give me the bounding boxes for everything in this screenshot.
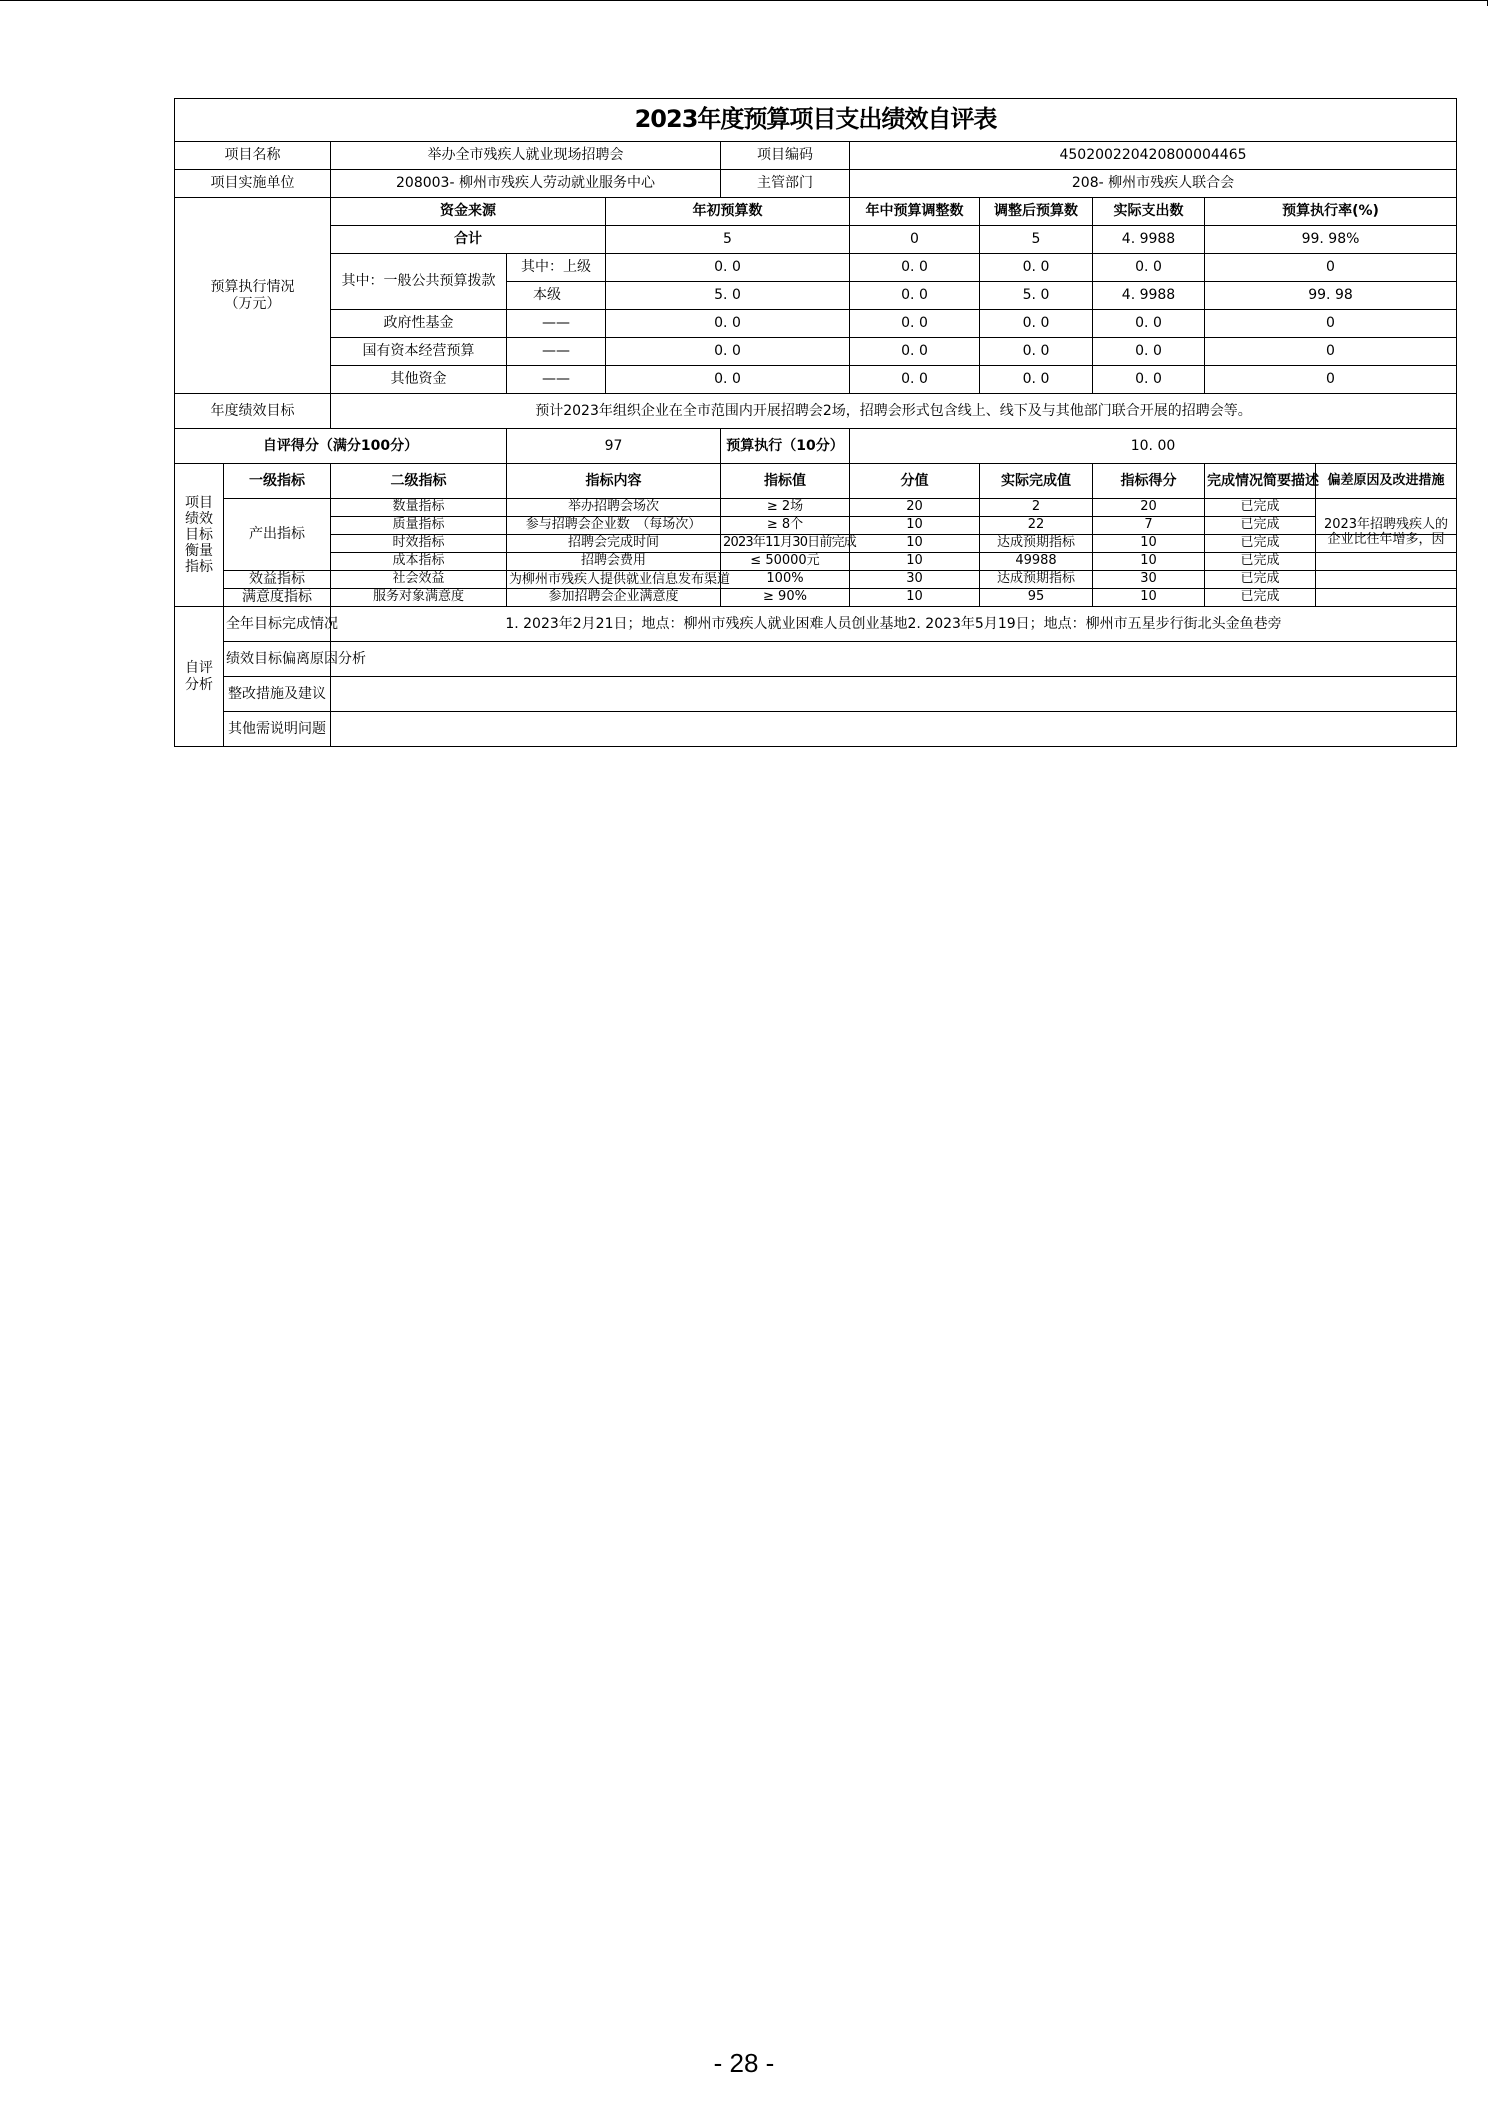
budget-total-adjust: 0: [850, 226, 980, 254]
table-row-weight: 10: [850, 589, 980, 607]
table-row-level2: 服务对象满意度: [331, 589, 507, 607]
table-title: 2023年度预算项目支出绩效自评表: [175, 99, 1457, 142]
table-row-reason-empty: [1316, 589, 1457, 607]
table-row-weight: 10: [850, 553, 980, 571]
project-name: 举办全市残疾人就业现场招聘会: [331, 142, 721, 170]
budget-header-rate: 预算执行率(%): [1205, 198, 1457, 226]
budget-local-rate: 99. 98: [1205, 282, 1457, 310]
budget-local-adjusted: 5. 0: [980, 282, 1093, 310]
budget-other-dash: ——: [507, 366, 606, 394]
table-row-level1: 满意度指标: [224, 589, 331, 607]
budget-upper-rate: 0: [1205, 254, 1457, 282]
ind-header-level1: 一级指标: [224, 464, 331, 499]
table-row-content: 招聘会完成时间: [507, 535, 721, 553]
budget-other-rate: 0: [1205, 366, 1457, 394]
table-row-target: ≥ 90%: [721, 589, 850, 607]
budget-local-label: 本级: [507, 282, 606, 310]
budget-other-adjust: 0. 0: [850, 366, 980, 394]
budget-statecap-label: 国有资本经营预算: [331, 338, 507, 366]
table-row-weight: 20: [850, 499, 980, 517]
table-row-actual: 2: [980, 499, 1093, 517]
budget-total-rate: 99. 98%: [1205, 226, 1457, 254]
table-row-content: 参与招聘会企业数 （每场次）: [507, 517, 721, 535]
table-row-weight: 10: [850, 535, 980, 553]
table-row-level2: 时效指标: [331, 535, 507, 553]
table-row-score: 7: [1093, 517, 1205, 535]
table-row-actual: 达成预期指标: [980, 571, 1093, 589]
dept-value: 208- 柳州市残疾人联合会: [850, 170, 1457, 198]
table-row-status: 已完成: [1205, 517, 1316, 535]
goal-label: 年度绩效目标: [175, 394, 331, 429]
top-border-line: [0, 0, 1488, 1]
budget-govfund-adjust: 0. 0: [850, 310, 980, 338]
table-row-actual: 95: [980, 589, 1093, 607]
table-row-content: 举办招聘会场次: [507, 499, 721, 517]
table-row-score: 20: [1093, 499, 1205, 517]
table-row-target: ≥ 2场: [721, 499, 850, 517]
budget-statecap-actual: 0. 0: [1093, 338, 1205, 366]
analysis-section-label: 自评 分析: [175, 607, 224, 747]
unit-label: 项目实施单位: [175, 170, 331, 198]
budget-other-actual: 0. 0: [1093, 366, 1205, 394]
project-code: 450200220420800004465: [850, 142, 1457, 170]
ind-output-label: 产出指标: [224, 499, 331, 571]
budget-total-actual: 4. 9988: [1093, 226, 1205, 254]
budget-statecap-rate: 0: [1205, 338, 1457, 366]
table-row-target: ≥ 8个: [721, 517, 850, 535]
goal-text: 预计2023年组织企业在全市范围内开展招聘会2场，招聘会形式包含线上、线下及与其他部门联合开展的招聘会等。: [331, 394, 1457, 429]
table-row-reason: 2023年招聘残疾人的企业比往年增多，因: [1316, 499, 1457, 535]
budget-statecap-dash: ——: [507, 338, 606, 366]
table-row-score: 10: [1093, 535, 1205, 553]
indicators-section-label: 项目 绩效 目标 衡量 指标: [175, 464, 224, 607]
table-row-reason-empty: [1316, 571, 1457, 589]
budget-govfund-dash: ——: [507, 310, 606, 338]
budget-header-initial: 年初预算数: [606, 198, 850, 226]
table-row-target: 2023年11月30日前完成: [721, 535, 850, 553]
budget-total-adjusted: 5: [980, 226, 1093, 254]
exec-score-value: 10. 00: [850, 429, 1457, 464]
budget-upper-initial: 0. 0: [606, 254, 850, 282]
budget-upper-actual: 0. 0: [1093, 254, 1205, 282]
table-row-score: 30: [1093, 571, 1205, 589]
table-row-status: 已完成: [1205, 535, 1316, 553]
project-code-label: 项目编码: [721, 142, 850, 170]
analysis-deviation-label: 绩效目标偏离原因分析: [224, 642, 331, 677]
budget-govfund-label: 政府性基金: [331, 310, 507, 338]
ind-header-weight: 分值: [850, 464, 980, 499]
budget-statecap-initial: 0. 0: [606, 338, 850, 366]
budget-upper-adjust: 0. 0: [850, 254, 980, 282]
table-row-status: 已完成: [1205, 571, 1316, 589]
ind-header-score: 指标得分: [1093, 464, 1205, 499]
budget-statecap-adjusted: 0. 0: [980, 338, 1093, 366]
analysis-other-text: [331, 712, 1457, 747]
table-row-content: 为柳州市残疾人提供就业信息发布渠道: [507, 571, 721, 589]
table-row-score: 10: [1093, 589, 1205, 607]
analysis-overall-label: 全年目标完成情况: [224, 607, 331, 642]
budget-section-label: 预算执行情况 （万元）: [175, 198, 331, 394]
budget-upper-adjusted: 0. 0: [980, 254, 1093, 282]
analysis-deviation-text: [331, 642, 1457, 677]
table-row-actual: 达成预期指标: [980, 535, 1093, 553]
budget-govfund-initial: 0. 0: [606, 310, 850, 338]
ind-header-status: 完成情况简要描述: [1205, 464, 1316, 499]
budget-other-adjusted: 0. 0: [980, 366, 1093, 394]
ind-header-content: 指标内容: [507, 464, 721, 499]
table-row-level2: 成本指标: [331, 553, 507, 571]
budget-statecap-adjust: 0. 0: [850, 338, 980, 366]
table-row-level1: 效益指标: [224, 571, 331, 589]
score-label: 自评得分（满分100分）: [175, 429, 507, 464]
ind-header-actual: 实际完成值: [980, 464, 1093, 499]
exec-score-label: 预算执行（10分）: [721, 429, 850, 464]
budget-govfund-rate: 0: [1205, 310, 1457, 338]
budget-local-adjust: 0. 0: [850, 282, 980, 310]
budget-other-label: 其他资金: [331, 366, 507, 394]
project-name-label: 项目名称: [175, 142, 331, 170]
table-row-status: 已完成: [1205, 499, 1316, 517]
analysis-other-label: 其他需说明问题: [224, 712, 331, 747]
table-row-target: ≤ 50000元: [721, 553, 850, 571]
budget-header-adjusted: 调整后预算数: [980, 198, 1093, 226]
table-row-weight: 30: [850, 571, 980, 589]
budget-general-label: 其中：一般公共预算拨款: [331, 254, 507, 310]
table-row-content: 参加招聘会企业满意度: [507, 589, 721, 607]
ind-header-target: 指标值: [721, 464, 850, 499]
performance-evaluation-table: [174, 98, 1457, 747]
table-row-status: 已完成: [1205, 553, 1316, 571]
table-row-score: 10: [1093, 553, 1205, 571]
table-row-target: 100%: [721, 571, 850, 589]
budget-local-initial: 5. 0: [606, 282, 850, 310]
page-number: - 28 -: [713, 2048, 775, 2078]
table-row-actual: 22: [980, 517, 1093, 535]
budget-total-label: 合计: [331, 226, 606, 254]
budget-total-initial: 5: [606, 226, 850, 254]
dept-label: 主管部门: [721, 170, 850, 198]
table-row-weight: 10: [850, 517, 980, 535]
unit-value: 208003- 柳州市残疾人劳动就业服务中心: [331, 170, 721, 198]
budget-upper-label: 其中：上级: [507, 254, 606, 282]
ind-header-reason: 偏差原因及改进措施: [1316, 464, 1457, 499]
budget-header-source: 资金来源: [331, 198, 606, 226]
table-row-level2: 数量指标: [331, 499, 507, 517]
table-row-status: 已完成: [1205, 589, 1316, 607]
table-row-level2: 社会效益: [331, 571, 507, 589]
ind-header-level2: 二级指标: [331, 464, 507, 499]
analysis-measures-label: 整改措施及建议: [224, 677, 331, 712]
budget-header-actual: 实际支出数: [1093, 198, 1205, 226]
budget-govfund-adjusted: 0. 0: [980, 310, 1093, 338]
score-value: 97: [507, 429, 721, 464]
table-row-reason-empty: [1316, 553, 1457, 571]
budget-local-actual: 4. 9988: [1093, 282, 1205, 310]
budget-govfund-actual: 0. 0: [1093, 310, 1205, 338]
table-row-content: 招聘会费用: [507, 553, 721, 571]
budget-other-initial: 0. 0: [606, 366, 850, 394]
table-row-actual: 49988: [980, 553, 1093, 571]
budget-header-adjust: 年中预算调整数: [850, 198, 980, 226]
analysis-measures-text: [331, 677, 1457, 712]
table-row-level2: 质量指标: [331, 517, 507, 535]
analysis-overall-text: 1. 2023年2月21日；地点：柳州市残疾人就业困难人员创业基地2. 2023年5月19日；地点：柳州市五星步行街北头金鱼巷旁: [331, 607, 1457, 642]
